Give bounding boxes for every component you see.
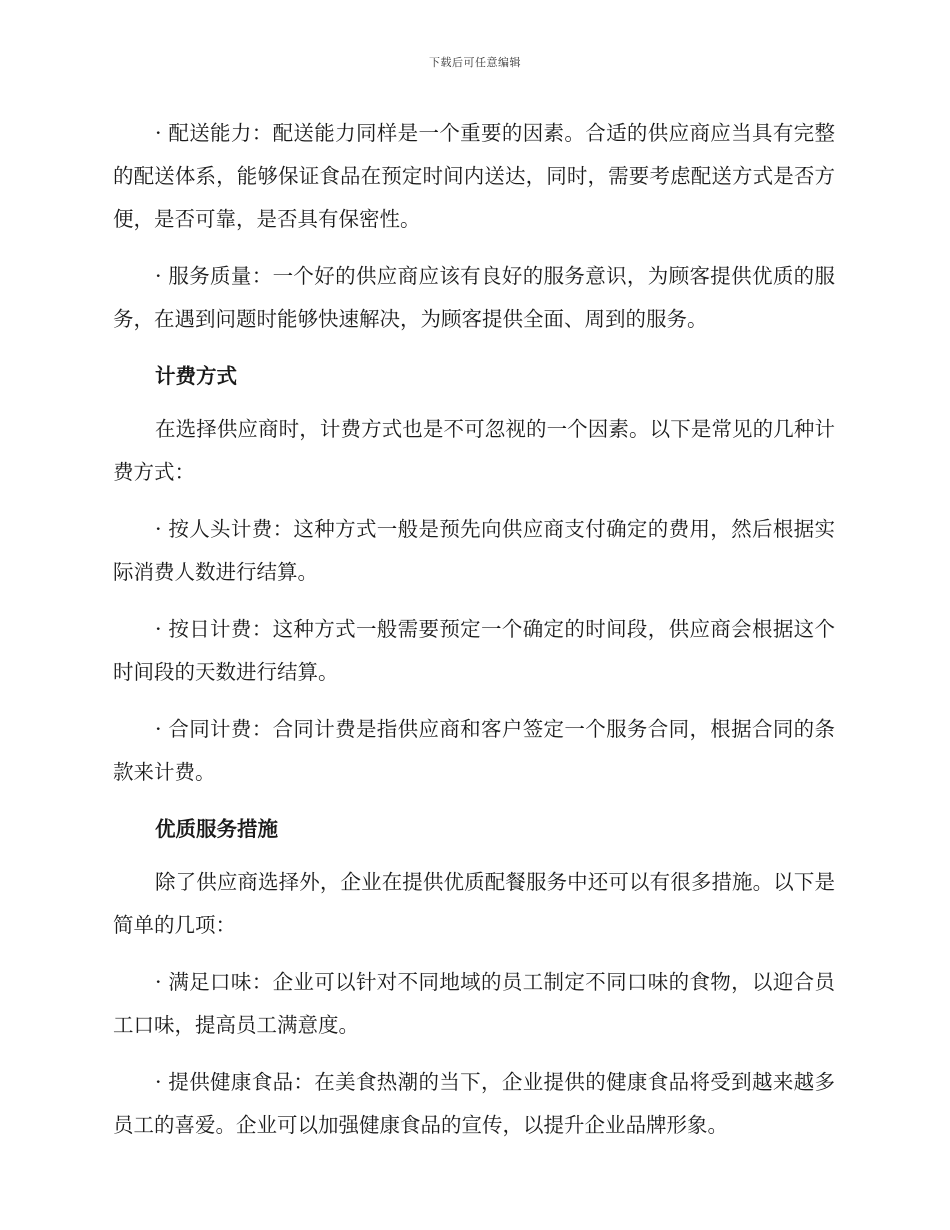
paragraph-contract-billing: · 合同计费：合同计费是指供应商和客户签定一个服务合同，根据合同的条款来计费。 — [113, 717, 835, 784]
heading-billing-methods: 计费方式 — [155, 364, 237, 388]
heading-quality-service-measures: 优质服务措施 — [155, 817, 278, 841]
paragraph-per-head-billing: · 按人头计费：这种方式一般是预先向供应商支付确定的费用，然后根据实际消费人数进行结算。 — [113, 517, 835, 584]
header-note: 下载后可任意编辑 — [429, 56, 521, 69]
paragraph-daily-billing: · 按日计费：这种方式一般需要预定一个确定的时间段，供应商会根据这个时间段的天数进行结算。 — [113, 617, 835, 684]
document-body — [113, 112, 835, 1161]
paragraph-service-quality: · 服务质量：一个好的供应商应该有良好的服务意识，为顾客提供优质的服务，在遇到问题时能够快速解决，为顾客提供全面、周到的服务。 — [113, 264, 835, 331]
paragraph-billing-intro: 在选择供应商时，计费方式也是不可忽视的一个因素。以下是常见的几种计费方式： — [113, 417, 835, 484]
paragraph-taste-satisfaction: · 满足口味：企业可以针对不同地域的员工制定不同口味的食物，以迎合员工口味，提高员工满意度。 — [113, 970, 835, 1037]
paragraph-measures-intro: 除了供应商选择外，企业在提供优质配餐服务中还可以有很多措施。以下是简单的几项： — [113, 870, 835, 937]
paragraph-delivery-capability: · 配送能力：配送能力同样是一个重要的因素。合适的供应商应当具有完整的配送体系，能够保证食品在预定时间内送达，同时，需要考虑配送方式是否方便，是否可靠，是否具有保密性。 — [113, 121, 835, 231]
paragraph-healthy-food: · 提供健康食品：在美食热潮的当下，企业提供的健康食品将受到越来越多员工的喜爱。企业可以加强健康食品的宣传，以提升企业品牌形象。 — [113, 1070, 835, 1137]
